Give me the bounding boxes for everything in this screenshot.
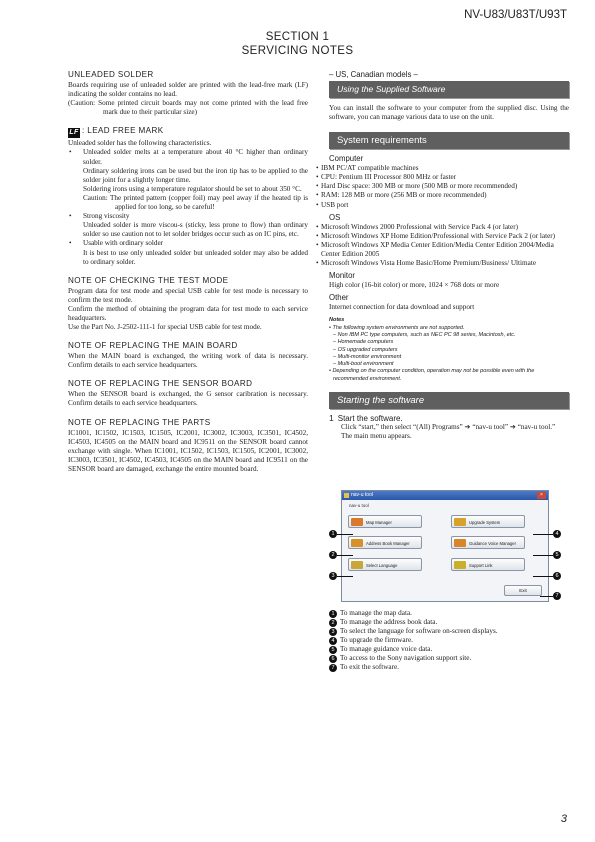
- list-item: • Microsoft Windows Vista Home Basic/Home Premium/Business/ Ultimate: [315, 259, 569, 268]
- list-item: • RAM: 128 MB or more (256 MB or more recommended): [315, 191, 569, 200]
- lf-characteristics: [68, 148, 308, 266]
- select-language-button[interactable]: [348, 558, 422, 571]
- unleaded-heading: UNLEADED SOLDER: [68, 70, 154, 79]
- main-menu-screenshot: [341, 490, 549, 602]
- support-link-button[interactable]: [451, 558, 525, 571]
- lf-heading-row: [68, 126, 308, 138]
- bullet-text: Unleaded solder is more viscou-s (sticky, less prone to flow) than ordinary solder so use caution not to let solder bridges occur such as on IC pins, etc.: [83, 221, 308, 239]
- list-item: • USB port: [315, 201, 569, 210]
- left-column: [68, 70, 308, 474]
- list-item: 3 To select the language for software on-screen displays.: [329, 627, 569, 636]
- bullet-text: It is best to use only unleaded solder but unleaded solder may also be added to ordinary solder.: [83, 248, 308, 266]
- button-label: Upgrade System: [469, 520, 501, 525]
- page-number: 3: [560, 813, 567, 825]
- os-heading: OS: [329, 212, 341, 222]
- sensor-board-body: When the SENSOR board is exchanged, the G sensor caribration is necessary. Confirm details to each service headquarters.: [68, 390, 308, 408]
- section-title: SERVICING NOTES: [241, 45, 354, 57]
- app-title: nav-u tool: [349, 503, 369, 508]
- list-item: 1 To manage the map data.: [329, 609, 569, 618]
- other-heading: Other: [329, 293, 349, 303]
- step-body: Click “start,” then select “(All) Programs” ➔ “nav-u tool” ➔ “nav-u tool.”: [341, 423, 556, 432]
- exit-button[interactable]: Exit: [504, 585, 542, 596]
- bullet-text: Ordinary soldering irons can be used but the iron tip has to be applied to the solder joint for a slightly longer time.: [83, 166, 308, 184]
- button-label: Guidance Voice Manager: [469, 541, 517, 546]
- list-item: • Microsoft Windows XP Media Center Edition/Media Center Edition 2004/Media Center Edition 2005: [315, 241, 569, 259]
- button-label: Address Book Manager: [366, 541, 410, 546]
- main-board-heading: NOTE OF REPLACING THE MAIN BOARD: [68, 341, 238, 351]
- button-label: Map Manager: [366, 520, 392, 525]
- upgrade-icon: [454, 518, 466, 526]
- list-item: • Microsoft Windows 2000 Professional with Service Pack 4 (or later): [315, 223, 569, 232]
- right-column: [321, 70, 569, 441]
- list-item: • CPU: Pentium III Processor 800 MHz or faster: [315, 173, 569, 182]
- callout-3: 3: [329, 572, 337, 580]
- section-number: SECTION 1: [265, 31, 330, 43]
- address-book-icon: [351, 539, 363, 547]
- list-item: [68, 239, 308, 266]
- list-item: 4 To upgrade the firmware.: [329, 636, 569, 645]
- upgrade-system-button[interactable]: [451, 515, 525, 528]
- system-requirements-bar: System requirements: [329, 132, 569, 149]
- list-item: 7 To exit the software.: [329, 663, 569, 672]
- list-item: [68, 212, 308, 239]
- unleaded-body: Boards requiring use of unleaded solder are printed with the lead-free mark (LF) indicating the solder contains no lead.: [68, 81, 308, 99]
- sensor-board-heading: NOTE OF REPLACING THE SENSOR BOARD: [68, 379, 253, 389]
- notes-heading: Notes: [329, 317, 345, 324]
- models-note: – US, Canadian models –: [329, 70, 418, 79]
- using-software-body: You can install the software to your computer from the supplied disc. Using the software, you can manage various data to use on the unit.: [329, 104, 569, 122]
- list-item: [68, 148, 308, 212]
- test-mode-p2: Confirm the method of obtaining the program data for test mode to each service headquarters.: [68, 304, 308, 322]
- notes-sub: – Multi-monitor environment: [333, 353, 402, 360]
- map-icon: [351, 518, 363, 526]
- notes-sub: – Homemade computers: [333, 339, 394, 346]
- os-list: [315, 223, 569, 268]
- voice-icon: [454, 539, 466, 547]
- starting-software-bar: Starting the software: [329, 392, 569, 409]
- list-item: 2 To manage the address book data.: [329, 618, 569, 627]
- button-label: Select Language: [366, 563, 398, 568]
- lf-heading: : LEAD FREE MARK: [82, 126, 164, 136]
- language-icon: [351, 561, 363, 569]
- window-titlebar: [342, 491, 548, 500]
- notes-block: [329, 317, 569, 383]
- callout-7: 7: [553, 592, 561, 600]
- notes-sub: – OS upgraded computers: [333, 346, 398, 353]
- map-manager-button[interactable]: [348, 515, 422, 528]
- main-board-body: When the MAIN board is exchanged, the writing work of data is necessary. Confirm details to each service headquarters.: [68, 352, 308, 370]
- parts-body: IC1001, IC1502, IC1503, IC1505, IC2001, IC3002, IC3003, IC3501, IC4502, IC4503, IC4505 on the MAIN board and IC9511 on the SENSOR board cannot exchange with single. When IC1001, IC1502, IC1503, IC1505, IC2001, IC3002, IC3003, IC3501, IC4502, IC4503, IC4505 on the MAIN board and IC9511 on the SENSOR board are damaged, exchange the entire mounted board.: [68, 428, 308, 473]
- monitor-heading: Monitor: [329, 271, 355, 281]
- callout-5: 5: [553, 551, 561, 559]
- notes-sub: – Non IBM PC type computers, such as NEC PC 98 series, Macintosh, etc.: [333, 331, 516, 338]
- computer-list: [315, 164, 569, 209]
- other-body: Internet connection for data download and support: [329, 303, 475, 312]
- test-mode-p3: Use the Part No. J-2502-111-1 for special USB cable for test mode.: [68, 323, 262, 332]
- guidance-voice-manager-button[interactable]: [451, 536, 525, 549]
- bullet-text: • Usable with ordinary solder: [83, 239, 164, 248]
- bullet-text: • Strong viscosity: [83, 212, 130, 221]
- button-label: Support Link: [469, 563, 493, 568]
- list-item: • IBM PC/AT compatible machines: [315, 164, 569, 173]
- callout-6: 6: [553, 572, 561, 580]
- support-icon: [454, 561, 466, 569]
- notes-sub: – Multi-boot environment: [333, 361, 394, 368]
- test-mode-p1: Program data for test mode and special USB cable for test mode is necessary to confirm the test mode.: [68, 286, 308, 304]
- list-item: 6 To access to the Sony navigation support site.: [329, 654, 569, 663]
- using-software-bar: Using the Supplied Software: [329, 81, 569, 98]
- lf-intro: Unleaded solder has the following characteristics.: [68, 139, 212, 148]
- window-title: nav-u tool: [351, 492, 373, 498]
- address-book-manager-button[interactable]: [348, 536, 422, 549]
- bullet-caution: Caution: The printed pattern (copper foil) may peel away if the heated tip is applied for too long, so be careful!: [83, 193, 308, 212]
- list-item: • Hard Disc space: 300 MB or more (500 MB or more recommended): [315, 182, 569, 191]
- monitor-body: High color (16-bit color) or more, 1024 × 768 dots or more: [329, 281, 500, 290]
- bullet-text: Soldering irons using a temperature regulator should be set to about 350 °C.: [83, 184, 302, 193]
- computer-heading: Computer: [329, 154, 364, 164]
- model-number: NV-U83/U83T/U93T: [464, 9, 567, 21]
- callout-4: 4: [553, 530, 561, 538]
- parts-heading: NOTE OF REPLACING THE PARTS: [68, 417, 211, 427]
- callout-1: 1: [329, 530, 337, 538]
- step-number: 1: [329, 412, 334, 423]
- callout-legend: [329, 609, 569, 672]
- step-body: The main menu appears.: [341, 432, 412, 441]
- app-icon: [344, 493, 349, 498]
- bullet-text: • Unleaded solder melts at a temperature about 40 °C higher than ordinary solder.: [83, 148, 308, 166]
- step-title: Start the software.: [337, 413, 403, 423]
- close-icon[interactable]: ×: [537, 492, 546, 499]
- unleaded-caution: (Caution: Some printed circuit boards may not come printed with the lead free mark due to their particular size): [68, 99, 308, 117]
- list-item: • Microsoft Windows XP Home Edition/Professional with Service Pack 2 (or later): [315, 232, 569, 241]
- test-mode-heading: NOTE OF CHECKING THE TEST MODE: [68, 275, 229, 285]
- notes-item: • Depending on the computer condition, operation may not be possible even with the recommended environment.: [329, 368, 535, 382]
- lead-free-mark-icon: LF: [69, 129, 79, 137]
- callout-2: 2: [329, 551, 337, 559]
- step-1: [329, 414, 569, 423]
- notes-item: • The following system environments are not supported.: [329, 324, 465, 331]
- list-item: 5 To manage guidance voice data.: [329, 645, 569, 654]
